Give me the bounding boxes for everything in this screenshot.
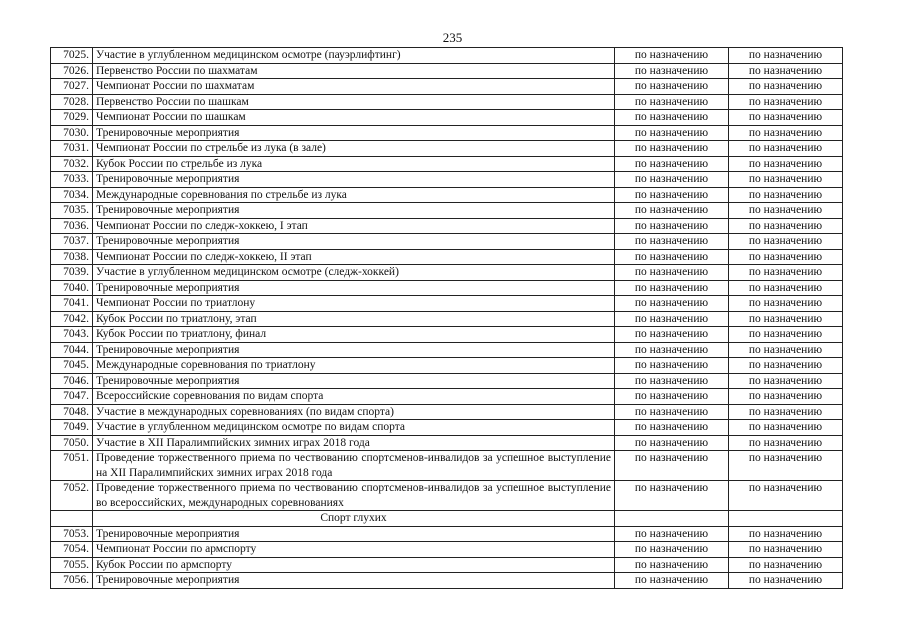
assignment-cell: по назначению <box>729 404 843 420</box>
row-number-cell: 7033. <box>51 172 93 188</box>
table-row <box>51 94 843 110</box>
event-name-cell: Кубок России по армспорту <box>93 557 615 573</box>
row-number-cell: 7046. <box>51 373 93 389</box>
assignment-cell: по назначению <box>615 404 729 420</box>
assignment-cell: по назначению <box>615 420 729 436</box>
assignment-cell: по назначению <box>729 311 843 327</box>
event-name-cell: Участие в углубленном медицинском осмотре (следж-хоккей) <box>93 265 615 281</box>
table-row <box>51 542 843 558</box>
table-row <box>51 389 843 405</box>
items-table <box>50 47 843 589</box>
assignment-cell: по назначению <box>729 327 843 343</box>
assignment-cell: по назначению <box>729 218 843 234</box>
table-row <box>51 573 843 589</box>
table-row <box>51 526 843 542</box>
row-number-cell: 7025. <box>51 48 93 64</box>
event-name-cell: Первенство России по шашкам <box>93 94 615 110</box>
assignment-cell: по назначению <box>615 481 729 511</box>
event-name-cell: Участие в углубленном медицинском осмотре (пауэрлифтинг) <box>93 48 615 64</box>
assignment-cell: по назначению <box>615 557 729 573</box>
assignment-cell: по назначению <box>729 94 843 110</box>
event-name-cell: Чемпионат России по следж-хоккею, I этап <box>93 218 615 234</box>
table-row <box>51 435 843 451</box>
assignment-cell: по назначению <box>615 265 729 281</box>
event-name-cell: Чемпионат России по шахматам <box>93 79 615 95</box>
assignment-cell: по назначению <box>615 296 729 312</box>
assignment-cell: по назначению <box>615 311 729 327</box>
assignment-cell: по назначению <box>615 389 729 405</box>
event-name-cell: Кубок России по триатлону, финал <box>93 327 615 343</box>
assignment-cell: по назначению <box>729 557 843 573</box>
row-number-cell: 7054. <box>51 542 93 558</box>
assignment-cell: по назначению <box>729 526 843 542</box>
row-number-cell: 7030. <box>51 125 93 141</box>
assignment-cell: по назначению <box>729 435 843 451</box>
row-number-cell: 7036. <box>51 218 93 234</box>
table-row <box>51 156 843 172</box>
row-number-cell: 7053. <box>51 526 93 542</box>
assignment-cell: по назначению <box>615 110 729 126</box>
assignment-cell <box>615 511 729 527</box>
assignment-cell: по назначению <box>729 110 843 126</box>
assignment-cell: по назначению <box>729 420 843 436</box>
row-number-cell: 7028. <box>51 94 93 110</box>
assignment-cell: по назначению <box>615 542 729 558</box>
assignment-cell: по назначению <box>729 358 843 374</box>
row-number-cell: 7034. <box>51 187 93 203</box>
assignment-cell: по назначению <box>729 451 843 481</box>
assignment-cell: по назначению <box>729 203 843 219</box>
table-row <box>51 265 843 281</box>
table-row <box>51 172 843 188</box>
assignment-cell: по назначению <box>615 203 729 219</box>
table-row <box>51 249 843 265</box>
table-row <box>51 557 843 573</box>
assignment-cell: по назначению <box>615 358 729 374</box>
event-name-cell: Проведение торжественного приема по чествованию спортсменов-инвалидов за успешное выступление на XII Паралимпийских зимних играх 2018 года <box>93 451 615 481</box>
event-name-cell: Чемпионат России по армспорту <box>93 542 615 558</box>
row-number-cell: 7041. <box>51 296 93 312</box>
table-row <box>51 373 843 389</box>
event-name-cell: Чемпионат России по стрельбе из лука (в зале) <box>93 141 615 157</box>
page-number: 235 <box>442 30 463 45</box>
row-number-cell: 7055. <box>51 557 93 573</box>
assignment-cell: по назначению <box>729 389 843 405</box>
row-number-cell: 7040. <box>51 280 93 296</box>
row-number-cell: 7048. <box>51 404 93 420</box>
assignment-cell: по назначению <box>615 125 729 141</box>
event-name-cell: Тренировочные мероприятия <box>93 342 615 358</box>
event-name-cell: Тренировочные мероприятия <box>93 172 615 188</box>
assignment-cell: по назначению <box>615 172 729 188</box>
event-name-cell: Тренировочные мероприятия <box>93 573 615 589</box>
row-number-cell <box>51 511 93 527</box>
assignment-cell: по назначению <box>729 125 843 141</box>
assignment-cell: по назначению <box>615 79 729 95</box>
row-number-cell: 7047. <box>51 389 93 405</box>
table-row <box>51 342 843 358</box>
row-number-cell: 7037. <box>51 234 93 250</box>
event-name-cell: Тренировочные мероприятия <box>93 125 615 141</box>
row-number-cell: 7032. <box>51 156 93 172</box>
event-name-cell: Тренировочные мероприятия <box>93 280 615 296</box>
row-number-cell: 7029. <box>51 110 93 126</box>
row-number-cell: 7035. <box>51 203 93 219</box>
table-row <box>51 280 843 296</box>
row-number-cell: 7039. <box>51 265 93 281</box>
row-number-cell: 7051. <box>51 451 93 481</box>
section-title-cell: Спорт глухих <box>93 511 615 527</box>
row-number-cell: 7043. <box>51 327 93 343</box>
row-number-cell: 7045. <box>51 358 93 374</box>
event-name-cell: Чемпионат России по триатлону <box>93 296 615 312</box>
table-row <box>51 234 843 250</box>
assignment-cell: по назначению <box>615 526 729 542</box>
event-name-cell: Участие в международных соревнованиях (по видам спорта) <box>93 404 615 420</box>
assignment-cell: по назначению <box>729 481 843 511</box>
table-row <box>51 481 843 511</box>
event-name-cell: Участие в XII Паралимпийских зимних играх 2018 года <box>93 435 615 451</box>
table-row <box>51 63 843 79</box>
assignment-cell: по назначению <box>615 94 729 110</box>
row-number-cell: 7050. <box>51 435 93 451</box>
table-row <box>51 141 843 157</box>
table-row <box>51 125 843 141</box>
assignment-cell: по назначению <box>615 187 729 203</box>
event-name-cell: Участие в углубленном медицинском осмотре по видам спорта <box>93 420 615 436</box>
assignment-cell: по назначению <box>729 265 843 281</box>
event-name-cell: Всероссийские соревнования по видам спорта <box>93 389 615 405</box>
assignment-cell: по назначению <box>615 342 729 358</box>
assignment-cell: по назначению <box>615 435 729 451</box>
event-name-cell: Тренировочные мероприятия <box>93 373 615 389</box>
row-number-cell: 7049. <box>51 420 93 436</box>
assignment-cell: по назначению <box>729 156 843 172</box>
assignment-cell: по назначению <box>729 172 843 188</box>
assignment-cell: по назначению <box>729 296 843 312</box>
table-row <box>51 358 843 374</box>
table-row <box>51 218 843 234</box>
event-name-cell: Кубок России по триатлону, этап <box>93 311 615 327</box>
row-number-cell: 7031. <box>51 141 93 157</box>
assignment-cell: по назначению <box>729 542 843 558</box>
assignment-cell: по назначению <box>615 48 729 64</box>
assignment-cell: по назначению <box>615 451 729 481</box>
assignment-cell: по назначению <box>615 63 729 79</box>
assignment-cell: по назначению <box>615 156 729 172</box>
row-number-cell: 7027. <box>51 79 93 95</box>
table-row <box>51 404 843 420</box>
assignment-cell <box>729 511 843 527</box>
assignment-cell: по назначению <box>615 327 729 343</box>
assignment-cell: по назначению <box>615 373 729 389</box>
assignment-cell: по назначению <box>615 234 729 250</box>
event-name-cell: Чемпионат России по шашкам <box>93 110 615 126</box>
assignment-cell: по назначению <box>615 218 729 234</box>
assignment-cell: по назначению <box>729 48 843 64</box>
event-name-cell: Проведение торжественного приема по чествованию спортсменов-инвалидов за успешное выступление во всероссийских, международных соревнованиях <box>93 481 615 511</box>
table-row <box>51 203 843 219</box>
assignment-cell: по назначению <box>729 373 843 389</box>
assignment-cell: по назначению <box>729 141 843 157</box>
assignment-cell: по назначению <box>729 280 843 296</box>
row-number-cell: 7056. <box>51 573 93 589</box>
row-number-cell: 7026. <box>51 63 93 79</box>
assignment-cell: по назначению <box>615 141 729 157</box>
event-name-cell: Тренировочные мероприятия <box>93 234 615 250</box>
assignment-cell: по назначению <box>729 342 843 358</box>
table-row <box>51 311 843 327</box>
table-row <box>51 79 843 95</box>
table-row <box>51 420 843 436</box>
assignment-cell: по назначению <box>615 280 729 296</box>
event-name-cell: Тренировочные мероприятия <box>93 526 615 542</box>
event-name-cell: Международные соревнования по триатлону <box>93 358 615 374</box>
table-row <box>51 327 843 343</box>
table-row <box>51 451 843 481</box>
event-name-cell: Тренировочные мероприятия <box>93 203 615 219</box>
assignment-cell: по назначению <box>729 187 843 203</box>
row-number-cell: 7052. <box>51 481 93 511</box>
table-row <box>51 110 843 126</box>
row-number-cell: 7042. <box>51 311 93 327</box>
assignment-cell: по назначению <box>729 79 843 95</box>
event-name-cell: Первенство России по шахматам <box>93 63 615 79</box>
assignment-cell: по назначению <box>729 63 843 79</box>
event-name-cell: Кубок России по стрельбе из лука <box>93 156 615 172</box>
table-row <box>51 48 843 64</box>
table-row <box>51 187 843 203</box>
assignment-cell: по назначению <box>729 573 843 589</box>
assignment-cell: по назначению <box>615 249 729 265</box>
event-name-cell: Чемпионат России по следж-хоккею, II этап <box>93 249 615 265</box>
assignment-cell: по назначению <box>615 573 729 589</box>
table-row <box>51 296 843 312</box>
assignment-cell: по назначению <box>729 249 843 265</box>
row-number-cell: 7038. <box>51 249 93 265</box>
section-header-row <box>51 511 843 527</box>
event-name-cell: Международные соревнования по стрельбе из лука <box>93 187 615 203</box>
row-number-cell: 7044. <box>51 342 93 358</box>
assignment-cell: по назначению <box>729 234 843 250</box>
